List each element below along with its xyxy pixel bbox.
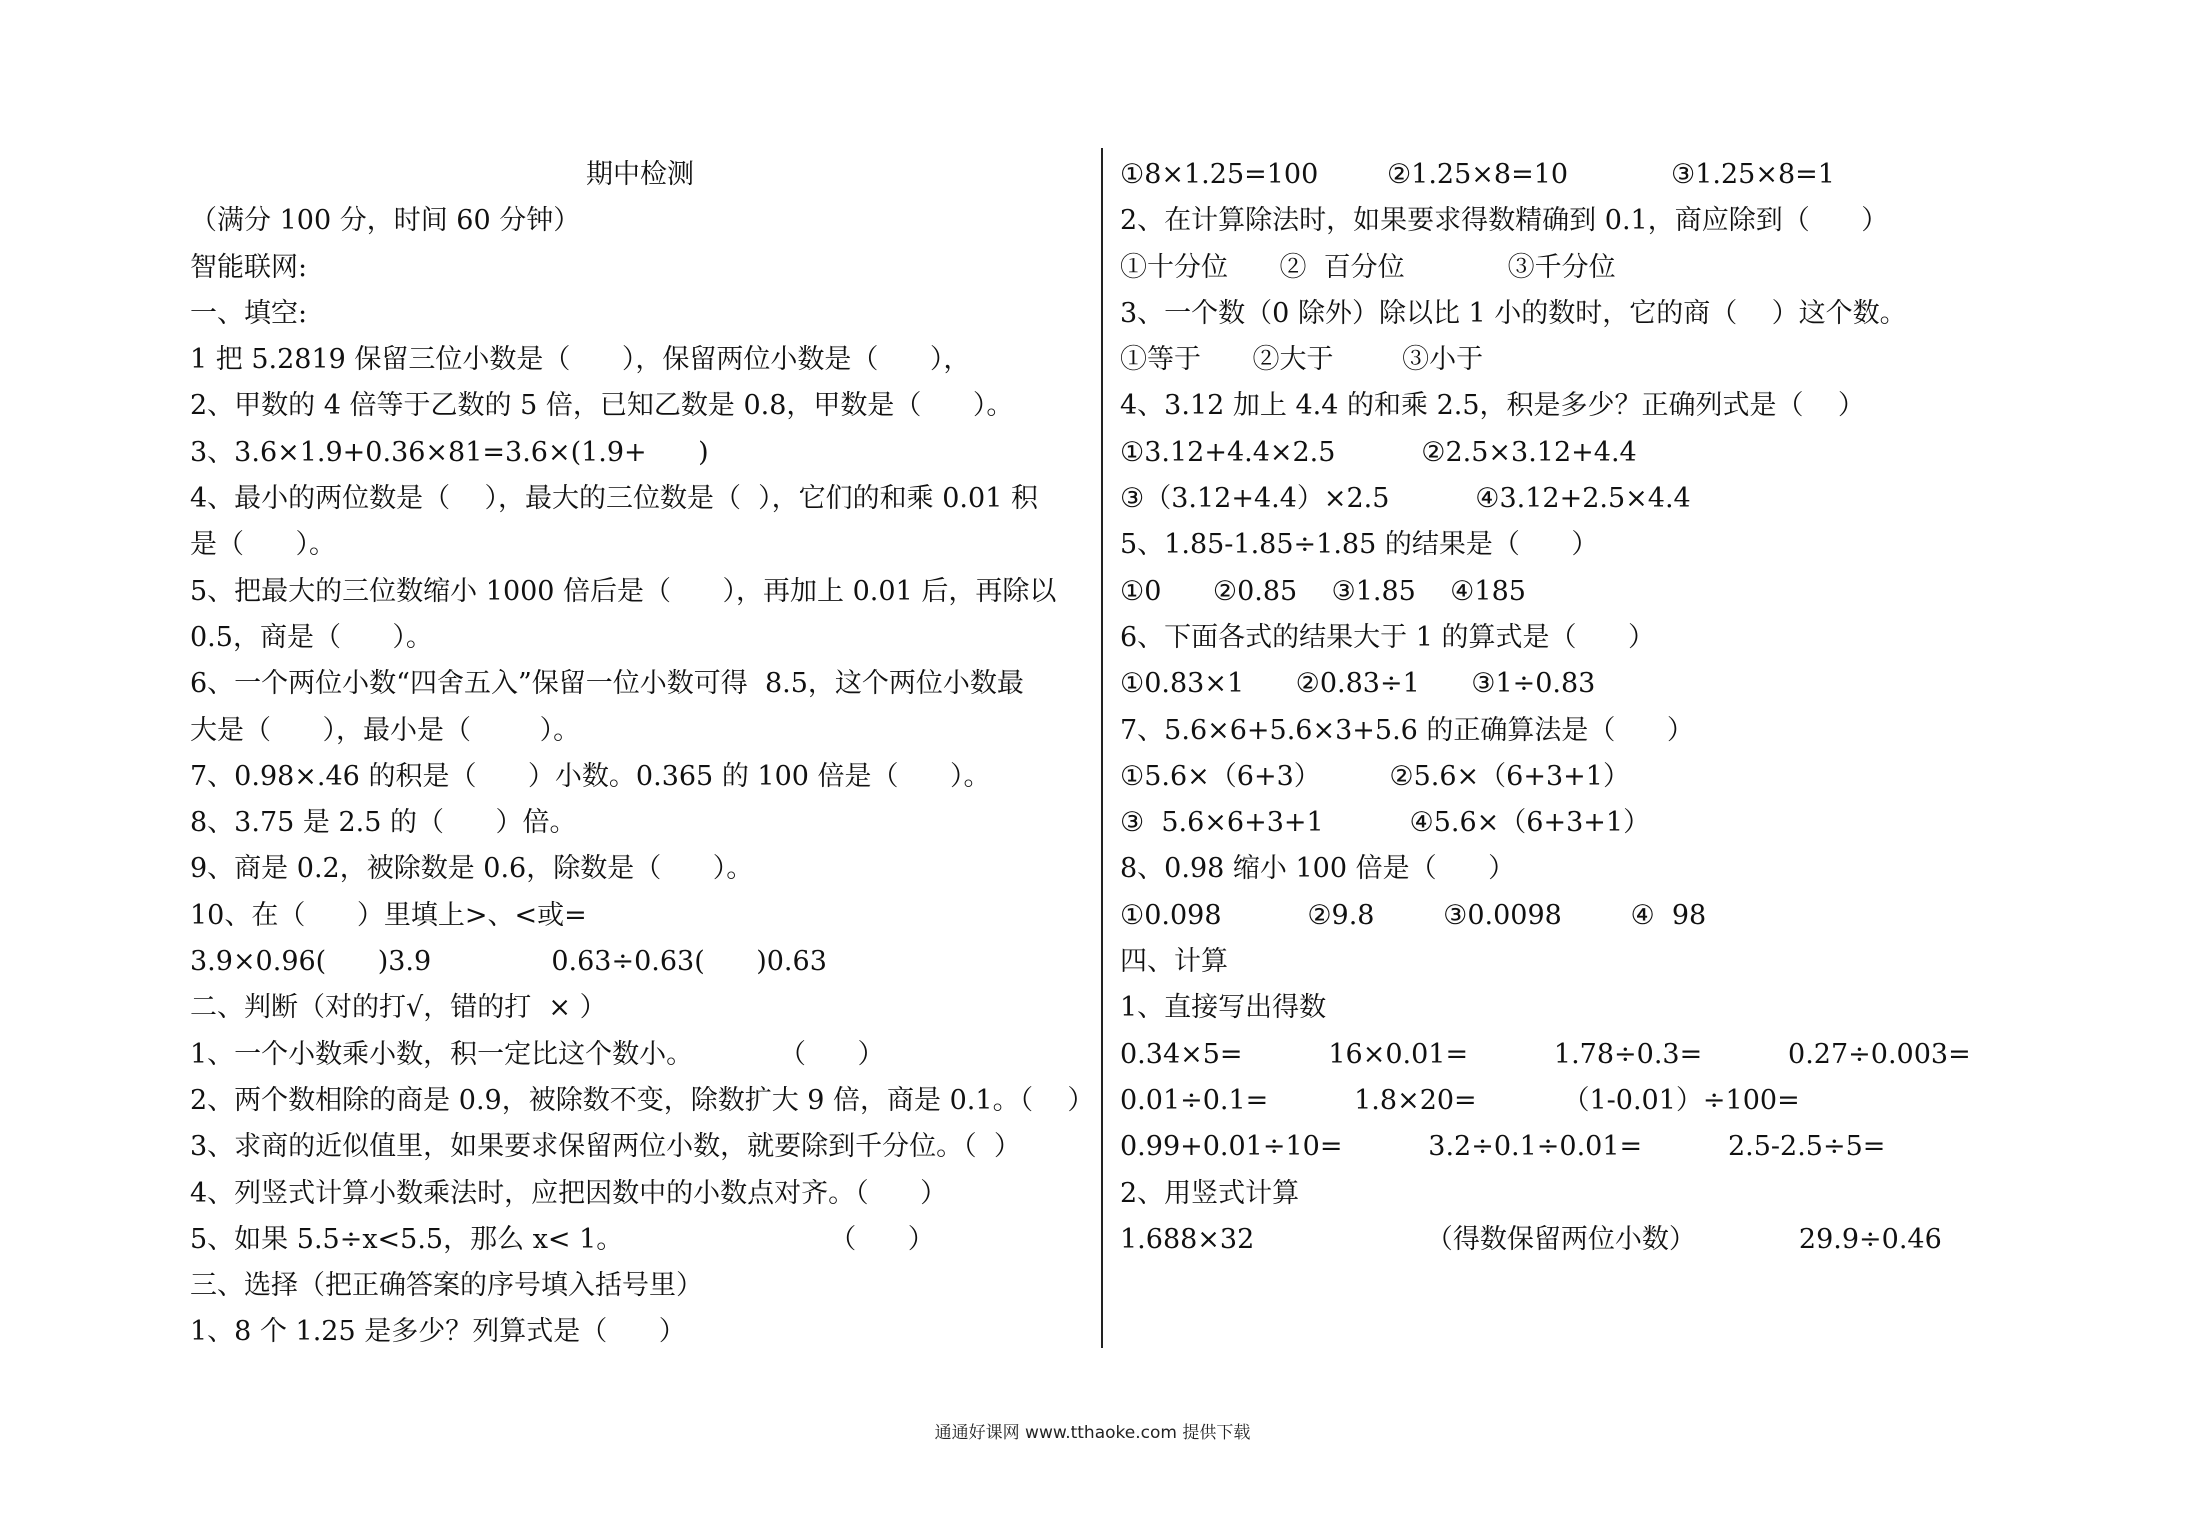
left-line: 5、把最大的三位数缩小 1000 倍后是（ ），再加上 0.01 后，再除以: [190, 575, 1057, 607]
left-line: 1、一个小数乘小数，积一定比这个数小。 （ ）: [190, 1038, 885, 1070]
left-line: 2、甲数的 4 倍等于乙数的 5 倍，已知乙数是 0.8，甲数是（ ）。: [190, 390, 1014, 422]
right-line: 1.688×32 （得数保留两位小数） 29.9÷0.46: [1120, 1223, 1942, 1255]
right-line: 3、一个数（0 除外）除以比 1 小的数时，它的商（ ）这个数。: [1120, 297, 1907, 329]
right-line: 0.99+0.01÷10= 3.2÷0.1÷0.01= 2.5-2.5÷5=: [1120, 1131, 1886, 1163]
right-line: ①0 ②0.85 ③1.85 ④185: [1120, 575, 1526, 607]
right-line: 2、在计算除法时，如果要求得数精确到 0.1，商应除到（ ）: [1120, 205, 1889, 237]
right-line: ①十分位 ② 百分位 ③千分位: [1120, 251, 1616, 283]
left-line: 8、3.75 是 2.5 的（ ）倍。: [190, 807, 577, 839]
left-line: 1 把 5.2819 保留三位小数是（ ），保留两位小数是（ ），: [190, 344, 971, 376]
left-line: 5、如果 5.5÷x<5.5，那么 x< 1。 （ ）: [190, 1223, 935, 1255]
left-line: 6、一个两位小数“四舍五入”保留一位小数可得 8.5，这个两位小数最: [190, 668, 1024, 700]
right-line: 5、1.85-1.85÷1.85 的结果是（ ）: [1120, 529, 1599, 561]
exam-title: 期中检测: [586, 159, 694, 190]
right-column: [1120, 152, 2020, 1263]
left-line: 9、商是 0.2，被除数是 0.6，除数是（ ）。: [190, 853, 754, 885]
left-line: 4、列竖式计算小数乘法时，应把因数中的小数点对齐。（ ）: [190, 1177, 948, 1209]
right-line: ①0.83×1 ②0.83÷1 ③1÷0.83: [1120, 668, 1596, 700]
left-line: 一、填空:: [190, 297, 308, 329]
left-line: 2、两个数相除的商是 0.9，被除数不变，除数扩大 9 倍，商是 0.1。（ ）: [190, 1084, 1095, 1116]
right-line: ①8×1.25=100 ②1.25×8=10 ③1.25×8=1: [1120, 159, 1835, 190]
right-line: ①0.098 ②9.8 ③0.0098 ④ 98: [1120, 899, 1707, 931]
right-line: ③ 5.6×6+3+1 ④5.6×（6+3+1）: [1120, 807, 1651, 839]
right-line: 6、下面各式的结果大于 1 的算式是（ ）: [1120, 621, 1656, 653]
right-line: ①5.6×（6+3） ②5.6×（6+3+1）: [1120, 760, 1630, 792]
right-line: 2、用竖式计算: [1120, 1177, 1300, 1209]
left-line: 智能联网:: [190, 251, 308, 283]
right-line: 8、0.98 缩小 100 倍是（ ）: [1120, 853, 1516, 885]
right-line: 7、5.6×6+5.6×3+5.6 的正确算法是（ ）: [1120, 714, 1694, 746]
left-line: 4、最小的两位数是（ ），最大的三位数是（ ），它们的和乘 0.01 积: [190, 483, 1038, 515]
left-line: 是（ ）。: [190, 529, 336, 561]
right-line: ③（3.12+4.4）×2.5 ④3.12+2.5×4.4: [1120, 483, 1691, 515]
right-line: 1、直接写出得数: [1120, 992, 1327, 1024]
left-line: 10、在（ ）里填上>、<或=: [190, 899, 587, 931]
right-line: ①3.12+4.4×2.5 ②2.5×3.12+4.4: [1120, 436, 1637, 468]
left-line: 0.5，商是（ ）。: [190, 621, 433, 653]
left-line: 1、8 个 1.25 是多少？列算式是（ ）: [190, 1316, 686, 1348]
left-line: 3、求商的近似值里，如果要求保留两位小数，就要除到千分位。（ ）: [190, 1131, 1021, 1163]
right-line: ①等于 ②大于 ③小于: [1120, 344, 1484, 376]
left-line: 7、0.98×.46 的积是（ ）小数。0.365 的 100 倍是（ ）。: [190, 760, 991, 792]
right-line: 四、计算: [1120, 946, 1228, 978]
right-line: 0.01÷0.1= 1.8×20= （1-0.01）÷100=: [1120, 1084, 1800, 1116]
left-line: 3.9×0.96( )3.9 0.63÷0.63( )0.63: [190, 946, 827, 978]
left-line: （满分 100 分，时间 60 分钟）: [190, 205, 581, 237]
right-line: 0.34×5= 16×0.01= 1.78÷0.3= 0.27÷0.003=: [1120, 1038, 1971, 1070]
footer-credit: 通通好课网 www.tthaoke.com 提供下载: [934, 1423, 1251, 1443]
column-divider: [1101, 148, 1103, 1348]
left-line: 3、3.6×1.9+0.36×81=3.6×(1.9+ ): [190, 436, 709, 468]
left-column: [190, 152, 1095, 1356]
right-line: 4、3.12 加上 4.4 的和乘 2.5，积是多少？正确列式是（ ）: [1120, 390, 1865, 422]
left-line: 大是（ ），最小是（ ）。: [190, 714, 581, 746]
left-line: 二、判断（对的打√，错的打 × ）: [190, 992, 607, 1024]
left-line: 三、选择（把正确答案的序号填入括号里）: [190, 1270, 703, 1302]
